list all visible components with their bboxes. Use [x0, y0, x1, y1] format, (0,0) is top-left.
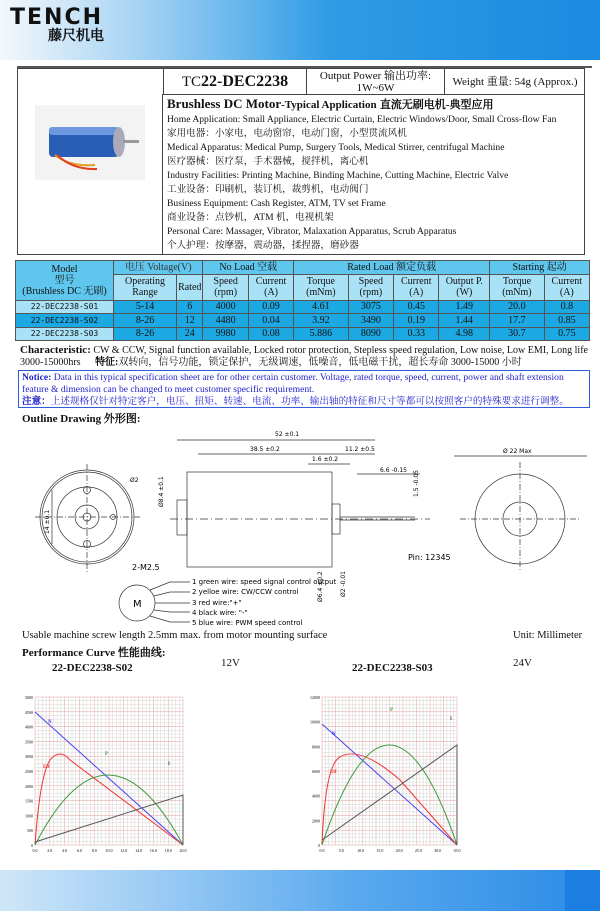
x-tick-label: 12.0	[120, 848, 128, 853]
value-cell: 0.45	[394, 300, 439, 314]
dim-52: 52 ±0.1	[275, 431, 300, 438]
table-row	[16, 327, 590, 341]
y-tick-label: 500	[27, 828, 33, 834]
performance-chart-s02	[10, 685, 280, 855]
app-line: 医疗器械：医疗泵，手术器械，搅拌机，离心机	[167, 156, 369, 167]
model-cell: 22-DEC2238-S01	[16, 300, 114, 314]
value-cell: 5.886	[294, 327, 348, 341]
header-rated: Rated Load 额定负载	[294, 261, 490, 275]
value-cell: 3075	[348, 300, 394, 314]
subheader: Current (A)	[394, 274, 439, 300]
characteristic-label-cn: 特征:	[95, 357, 119, 368]
value-cell: 8090	[348, 327, 394, 341]
output-power	[306, 69, 444, 95]
value-cell: 6	[177, 300, 203, 314]
header-model: Model 型号 (Brushless DC 无刷)	[16, 261, 114, 301]
x-tick-label: 16.0	[149, 848, 157, 853]
value-cell: 0.85	[544, 314, 589, 328]
app-line: Industry Facilities: Printing Machine, Binding Machine, Cutting Machine, Electric Valve	[167, 170, 509, 181]
output-power-label: Output Power 输出功率:	[319, 69, 432, 82]
dim-1-5: 1.5 -0.05	[413, 470, 420, 497]
outline-drawing	[20, 422, 600, 630]
subheader: Output P. (W)	[439, 274, 490, 300]
value-cell: 4.61	[294, 300, 348, 314]
applications-title: Brushless DC Motor-Typical Application 直流无刷电机-典型应用	[167, 96, 494, 111]
table-row	[16, 300, 590, 314]
curve-label-i: I	[168, 762, 170, 767]
dim-2: Ø2 -0.01	[340, 571, 347, 597]
model-prefix: TC	[181, 73, 202, 90]
x-tick-label: 35.0	[453, 848, 461, 853]
unit-note: Unit: Millimeter	[513, 630, 583, 641]
value-cell: 8-26	[114, 327, 177, 341]
app-line: 个人护理：按摩器，震动器，揉捏器，磨砂器	[167, 240, 359, 251]
value-cell: 0.08	[248, 327, 293, 341]
y-tick-label: 5000	[25, 695, 33, 700]
value-cell: 20.0	[490, 300, 544, 314]
dim-14: 14 ±0.1	[44, 509, 51, 534]
dim-22: Ø 22 Max	[503, 448, 532, 455]
notice-label: Notice:	[22, 372, 52, 383]
x-tick-label: 8.0	[91, 848, 97, 853]
y-tick-label: 0	[318, 843, 320, 848]
y-tick-label: 1000	[25, 813, 33, 819]
x-tick-label: 20.0	[395, 848, 403, 853]
curve-label-eff: Eff	[43, 765, 50, 770]
subheader: Speed (rpm)	[203, 274, 249, 300]
value-cell: 17.7	[490, 314, 544, 328]
value-cell: 0.33	[394, 327, 439, 341]
curve-label-eff: Eff	[330, 770, 337, 775]
y-tick-label: 2000	[312, 818, 320, 824]
y-tick-label: 3000	[25, 754, 33, 760]
value-cell: 9980	[203, 327, 249, 341]
y-tick-label: 4500	[25, 709, 33, 715]
x-tick-label: 0.0	[32, 848, 38, 853]
notice-text: Data in this typical specification sheet are for other certain customer. Voltage, rated torque, speed, current, power and shaft extension feature & dimension can be changed to meet customer specific requirement.	[22, 372, 564, 395]
brand-logo: TENCH	[10, 5, 104, 30]
x-tick-label: 15.0	[376, 848, 384, 853]
x-tick-label: 2.0	[47, 848, 53, 853]
motor-photo	[35, 105, 145, 180]
table-header-row	[16, 261, 590, 275]
wire-5: 5 blue wire: PWM speed control	[192, 619, 303, 627]
footer-banner	[0, 870, 600, 911]
x-tick-label: 10.0	[357, 848, 365, 853]
value-cell: 3.92	[294, 314, 348, 328]
dim-38-5: 38.5 ±0.2	[250, 446, 280, 453]
curve-label-n: N	[48, 720, 52, 725]
header-noload: No Load 空载	[203, 261, 294, 275]
chart-2-voltage: 24V	[513, 657, 532, 669]
wire-4: 4 black wire: "-"	[192, 609, 248, 617]
value-cell: 30.7	[490, 327, 544, 341]
app-line: 家用电器：小家电，电动窗帘，电动门窗，小型贯流风机	[167, 128, 407, 139]
brand-logo-cn: 藤尺机电	[48, 28, 104, 44]
subheader: Rated	[177, 274, 203, 300]
y-tick-label: 0	[31, 843, 33, 848]
footer-block	[565, 870, 600, 911]
value-cell: 4.98	[439, 327, 490, 341]
performance-title: Performance Curve 性能曲线:	[22, 647, 166, 659]
value-cell: 1.49	[439, 300, 490, 314]
header-starting: Starting 起动	[490, 261, 590, 275]
y-tick-label: 2500	[25, 769, 33, 774]
x-tick-label: 10.0	[105, 848, 113, 853]
chart-2-model: 22-DEC2238-S03	[352, 662, 433, 674]
value-cell: 5-14	[114, 300, 177, 314]
notice-box	[18, 370, 590, 408]
value-cell: 1.44	[439, 314, 490, 328]
pin-label: Pin: 12345	[408, 553, 451, 562]
app-line: Home Application: Small Appliance, Electric Curtain, Electric Windows/Door, Small Cross-flow Fan	[167, 114, 557, 125]
output-power-value: 1W~6W	[356, 81, 395, 94]
curve-label-n: N	[332, 732, 336, 737]
model-cell: 22-DEC2238-S02	[16, 314, 114, 328]
curve-label-i: I	[450, 717, 452, 722]
dim-11-2: 11.2 ±0.5	[345, 446, 375, 453]
value-cell: 0.04	[248, 314, 293, 328]
x-tick-label: 0.0	[319, 848, 325, 853]
y-tick-label: 1500	[25, 798, 33, 804]
wire-3: 3 red wire:"+"	[192, 599, 242, 607]
x-tick-label: 20.0	[179, 848, 187, 853]
value-cell: 0.19	[394, 314, 439, 328]
curve-label-p: P	[390, 708, 394, 713]
weight: Weight 重量: 54g (Approx.)	[444, 69, 585, 95]
dim-6-4: Ø6.4 ±0.2	[317, 571, 324, 602]
value-cell: 0.75	[544, 327, 589, 341]
x-tick-label: 14.0	[135, 848, 143, 853]
outline-drawing-title: Outline Drawing 外形图:	[22, 413, 141, 425]
y-tick-label: 4000	[25, 724, 33, 730]
app-line: Business Equipment: Cash Register, ATM, TV set Frame	[167, 198, 386, 209]
wire-1: 1 green wire: speed signal control output	[192, 578, 337, 586]
y-tick-label: 10000	[310, 719, 320, 725]
model-cell: 22-DEC2238-S03	[16, 327, 114, 341]
value-cell: 0.8	[544, 300, 589, 314]
wire-2: 2 yelloe wire: CW/CCW control	[192, 588, 299, 596]
dim-m2-5: 2-M2.5	[132, 563, 160, 572]
spec-table	[15, 260, 590, 341]
subheader: Speed (rpm)	[348, 274, 394, 300]
app-line: Personal Care: Massager, Vibrator, Malaxation Apparatus, Scrub Apparatus	[167, 226, 457, 237]
x-tick-label: 4.0	[62, 848, 68, 853]
app-line: Medical Apparatus: Medical Pump, Surgery Tools, Medical Stirrer, centrifugal Machine	[167, 142, 505, 153]
value-cell: 8-26	[114, 314, 177, 328]
x-tick-label: 6.0	[76, 848, 82, 853]
subheader: Torque (mNm)	[294, 274, 348, 300]
characteristic-text: CW & CCW, Signal function available, Locked rotor protection, Stepless speed regulation, Low noise, Low EMI, Long life 3000-15000hrs	[20, 345, 588, 368]
app-line: 工业设备：印刷机，装订机，裁剪机，电动阀门	[167, 184, 369, 195]
notice-label-cn: 注意：	[22, 396, 51, 407]
chart-1-model: 22-DEC2238-S02	[52, 662, 133, 674]
x-tick-label: 18.0	[164, 848, 172, 853]
performance-chart-s03	[300, 685, 570, 855]
value-cell: 0.09	[248, 300, 293, 314]
y-tick-label: 4000	[312, 793, 320, 799]
y-tick-label: 12000	[310, 695, 320, 700]
dim-6-6: 6.6 -0.15	[380, 467, 407, 474]
characteristic	[20, 344, 600, 369]
characteristic-label: Characteristic:	[20, 344, 91, 356]
value-cell: 3490	[348, 314, 394, 328]
header-voltage: 电压 Voltage(V)	[114, 261, 203, 275]
value-cell: 4000	[203, 300, 249, 314]
model-number: 22-DEC2238	[201, 72, 289, 90]
y-tick-label: 2000	[25, 783, 33, 789]
chart-1-voltage: 12V	[221, 657, 240, 669]
y-tick-label: 6000	[312, 769, 320, 774]
dim-d2: Ø2	[130, 477, 139, 484]
value-cell: 24	[177, 327, 203, 341]
x-tick-label: 25.0	[414, 848, 422, 853]
y-tick-label: 3500	[25, 739, 33, 745]
table-row	[16, 314, 590, 328]
value-cell: 12	[177, 314, 203, 328]
characteristic-text-cn: 双转向，信号功能，锁定保护，无级调速，低噪音，低电磁干扰，超长寿命 3000-15000 小时	[118, 357, 522, 368]
dim-1-6: 1.6 ±0.2	[312, 456, 339, 463]
subheader: Operating Range	[114, 274, 177, 300]
notice-text-cn: 上述规格仅针对特定客户，电压、扭矩、转速、电流、功率、输出轴的特征和尺寸等都可以按照客户的特殊要求进行调整。	[50, 396, 569, 407]
dim-8-4: Ø8.4 ±0.1	[158, 476, 165, 507]
subheader: Current (A)	[248, 274, 293, 300]
subheader: Torque (mNm)	[490, 274, 544, 300]
x-tick-label: 30.0	[434, 848, 442, 853]
curve-label-p: P	[105, 752, 109, 757]
applications	[162, 94, 585, 255]
motor-symbol: M	[133, 599, 142, 610]
model-title	[163, 69, 306, 95]
subheader: Current (A)	[544, 274, 589, 300]
screw-note: Usable machine screw length 2.5mm max. from motor mounting surface	[22, 630, 328, 641]
value-cell: 4480	[203, 314, 249, 328]
y-tick-label: 8000	[312, 744, 320, 750]
app-line: 商业设备：点钞机，ATM 机，电视机架	[167, 212, 334, 223]
x-tick-label: 5.0	[338, 848, 344, 853]
